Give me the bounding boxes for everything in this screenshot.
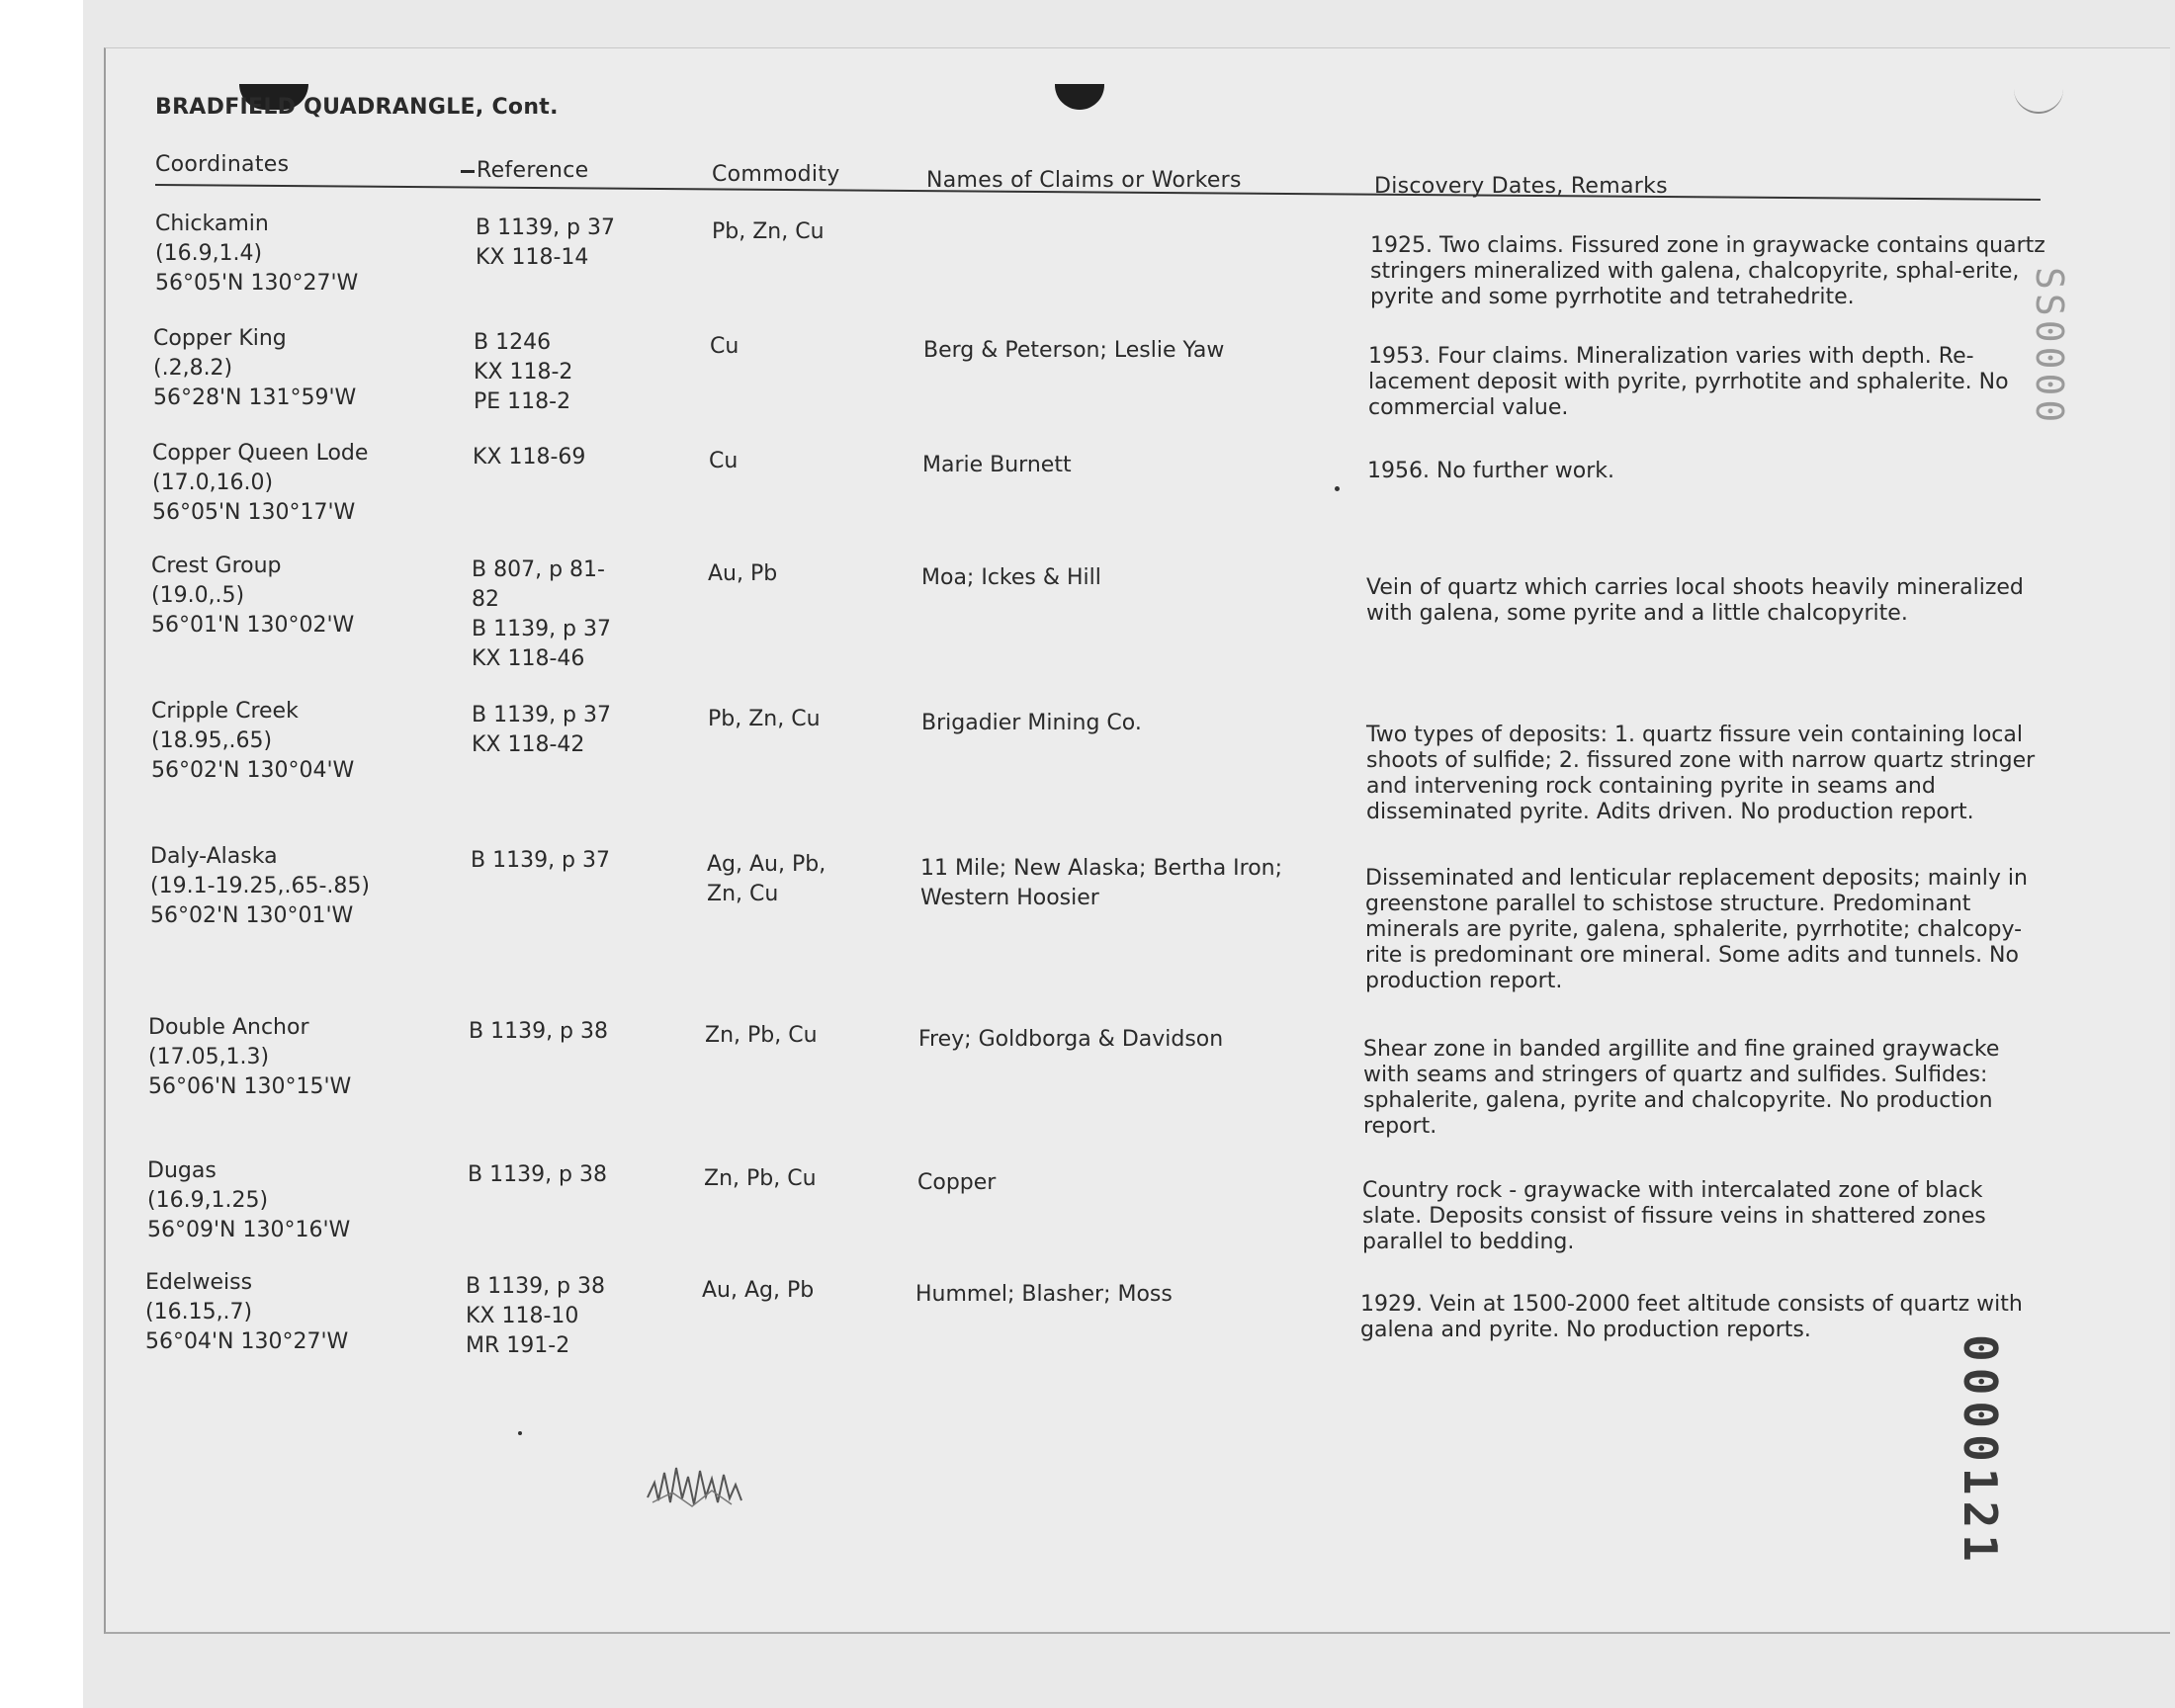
- entry-coordinates-line: (.2,8.2): [153, 356, 233, 381]
- entry-names-line: 11 Mile; New Alaska; Bertha Iron;: [920, 856, 1283, 881]
- entry-reference-line: B 1139, p 38: [468, 1162, 608, 1187]
- entry-coordinates-line: Chickamin: [155, 212, 269, 236]
- entry-commodity-line: Zn, Cu: [707, 882, 779, 906]
- entry-reference: [471, 846, 610, 876]
- entry-coordinates-line: (18.95,.65): [151, 728, 273, 753]
- entry-reference-line: B 1139, p 37: [471, 848, 611, 873]
- column-header-coordinates: Coordinates: [155, 152, 290, 177]
- entry-remarks: Vein of quartz which carries local shoots heavily mineralized with galena, some pyrite and a little chalcopyrite.: [1366, 575, 2024, 626]
- entry-names: [921, 709, 1142, 738]
- entry-coordinates: [153, 324, 356, 413]
- entry-coordinates: [147, 1156, 350, 1245]
- speck: [518, 1431, 522, 1435]
- entry-coordinates-line: 56°28'N 131°59'W: [153, 385, 357, 410]
- entry-names-line: Marie Burnett: [922, 453, 1072, 477]
- entry-reference: [473, 443, 585, 472]
- entry-commodity: [709, 447, 738, 476]
- entry-coordinates-line: (19.0,.5): [151, 583, 245, 608]
- entry-names-line: Western Hoosier: [920, 886, 1099, 910]
- entry-reference-line: B 1139, p 38: [469, 1019, 609, 1044]
- entry-reference-line: KX 118-10: [466, 1304, 579, 1328]
- speck: [1335, 486, 1340, 491]
- entry-coordinates-line: Dugas: [147, 1158, 217, 1183]
- entry-reference-line: KX 118-46: [472, 646, 585, 671]
- entry-reference-line: 82: [472, 587, 499, 612]
- entry-commodity: [710, 332, 739, 362]
- entry-coordinates-line: Crest Group: [151, 554, 282, 578]
- entry-remarks: 1956. No further work.: [1367, 459, 1614, 483]
- entry-names-line: Frey; Goldborga & Davidson: [918, 1027, 1224, 1052]
- entry-reference: [472, 555, 611, 674]
- entry-reference-line: B 1139, p 37: [472, 617, 612, 641]
- entry-coordinates-line: (16.9,1.4): [155, 241, 263, 266]
- entry-coordinates: [150, 842, 370, 931]
- column-header-remarks: Discovery Dates, Remarks: [1374, 174, 1668, 199]
- entry-coordinates-line: 56°02'N 130°04'W: [151, 758, 355, 783]
- entry-coordinates: [145, 1268, 348, 1357]
- entry-remarks: Country rock - graywacke with intercalated zone of black slate. Deposits consist of fissure veins in shattered zones parallel to bedding.: [1362, 1178, 1986, 1254]
- entry-reference: [474, 328, 572, 417]
- entry-coordinates-line: (17.05,1.3): [148, 1045, 270, 1069]
- entry-commodity-line: Zn, Pb, Cu: [705, 1023, 818, 1048]
- entry-reference: [476, 214, 615, 273]
- entry-coordinates-line: 56°01'N 130°02'W: [151, 613, 355, 638]
- entry-reference: [469, 1017, 608, 1047]
- entry-remarks: 1953. Four claims. Mineralization varies with depth. Re-lacement deposit with pyrite, pyrrhotite and sphalerite. No commercial value.: [1368, 344, 2009, 420]
- entry-remarks: Shear zone in banded argillite and fine grained graywacke with seams and stringers of quartz and sulfides. Sulfides: sphalerite, galena, pyrite and chalcopyrite. No production report.: [1363, 1037, 2000, 1139]
- entry-coordinates: [152, 439, 368, 528]
- entry-commodity-line: Au, Ag, Pb: [702, 1278, 815, 1303]
- entry-names: [921, 563, 1101, 593]
- entry-commodity: [712, 217, 825, 247]
- entry-remarks: Disseminated and lenticular replacement deposits; mainly in greenstone parallel to schistose structure. Predominant minerals are pyrite, galena, sphalerite, pyrrhotite; chalcopy-rite is predominant ore mineral. Some adits and tunnels. No production report.: [1365, 866, 2028, 993]
- entry-names: [922, 451, 1072, 480]
- faint-stamp: SS0000: [2028, 267, 2071, 427]
- entry-remarks: 1925. Two claims. Fissured zone in graywacke contains quartz stringers mineralized with galena, chalcopyrite, sphal-erite, pyrite and some pyrrhotite and tetrahedrite.: [1370, 233, 2045, 309]
- entry-names: [923, 336, 1224, 366]
- scribble-mark: [643, 1453, 761, 1512]
- entry-commodity: [705, 1021, 818, 1051]
- entry-names: [917, 1168, 996, 1198]
- entry-coordinates: [155, 210, 358, 299]
- entry-commodity: [702, 1276, 814, 1306]
- entry-reference-line: KX 118-2: [474, 360, 573, 384]
- punch-hole: [1055, 84, 1104, 110]
- column-header-names: Names of Claims or Workers: [926, 168, 1242, 193]
- entry-names-line: Copper: [917, 1170, 997, 1195]
- entry-remarks: Two types of deposits: 1. quartz fissure vein containing local shoots of sulfide; 2. fissured zone with narrow quartz stringer and intervening rock containing pyrite in seams and disseminated pyrite. Adits driven. No production report.: [1366, 723, 2036, 824]
- entry-coordinates-line: 56°05'N 130°27'W: [155, 271, 359, 296]
- entry-reference-line: MR 191-2: [466, 1333, 570, 1358]
- entry-coordinates: [148, 1013, 351, 1102]
- entry-reference-line: B 1246: [474, 330, 552, 355]
- entry-names: [920, 854, 1282, 913]
- entry-commodity-line: Au, Pb: [708, 561, 778, 586]
- entry-reference: [466, 1272, 605, 1361]
- entry-coordinates-line: Cripple Creek: [151, 699, 299, 724]
- entry-names-line: Brigadier Mining Co.: [921, 711, 1142, 735]
- entry-commodity-line: Cu: [709, 449, 739, 473]
- entry-coordinates-line: Copper King: [153, 326, 287, 351]
- entry-commodity-line: Ag, Au, Pb,: [707, 852, 826, 877]
- entry-reference-line: B 1139, p 38: [466, 1274, 606, 1299]
- entry-commodity: [704, 1164, 817, 1194]
- entry-names-line: Berg & Peterson; Leslie Yaw: [923, 338, 1225, 363]
- entry-reference-line: B 807, p 81-: [472, 557, 605, 582]
- entry-coordinates: [151, 552, 354, 640]
- column-header-reference-label: Reference: [477, 158, 589, 183]
- scan-mark: [2014, 88, 2063, 114]
- entry-names-line: Hummel; Blasher; Moss: [915, 1282, 1173, 1307]
- entry-coordinates-line: Double Anchor: [148, 1015, 309, 1040]
- entry-remarks: 1929. Vein at 1500-2000 feet altitude consists of quartz with galena and pyrite. No production reports.: [1360, 1292, 2023, 1342]
- entry-commodity-line: Pb, Zn, Cu: [712, 219, 825, 244]
- entry-reference: [468, 1160, 607, 1190]
- entry-commodity: [708, 559, 777, 589]
- entry-coordinates-line: (16.9,1.25): [147, 1188, 269, 1213]
- page-title: BRADFIELD QUADRANGLE, Cont.: [155, 95, 559, 120]
- entry-names: [915, 1280, 1173, 1310]
- entry-coordinates-line: 56°02'N 130°01'W: [150, 903, 354, 928]
- entry-commodity-line: Zn, Pb, Cu: [704, 1166, 817, 1191]
- entry-coordinates-line: 56°06'N 130°15'W: [148, 1074, 352, 1099]
- entry-coordinates-line: (19.1-19.25,.65-.85): [150, 874, 370, 898]
- entry-coordinates: [151, 697, 354, 786]
- entry-coordinates-line: Daly-Alaska: [150, 844, 278, 869]
- entry-coordinates-line: (16.15,.7): [145, 1300, 253, 1324]
- entry-reference-line: B 1139, p 37: [472, 703, 612, 727]
- entry-reference: [472, 701, 611, 760]
- entry-coordinates-line: Copper Queen Lode: [152, 441, 369, 466]
- entry-reference-line: B 1139, p 37: [476, 215, 616, 240]
- entry-names: [918, 1025, 1223, 1055]
- entry-coordinates-line: 56°05'N 130°17'W: [152, 500, 356, 525]
- entry-reference-line: KX 118-69: [473, 445, 586, 470]
- entry-coordinates-line: Edelweiss: [145, 1270, 253, 1295]
- entry-coordinates-line: 56°04'N 130°27'W: [145, 1329, 349, 1354]
- page-stamp-number: 0000121: [1954, 1334, 2007, 1568]
- column-header-reference: [461, 158, 588, 183]
- entry-coordinates-line: (17.0,16.0): [152, 470, 274, 495]
- entry-commodity-line: Pb, Zn, Cu: [708, 707, 821, 731]
- entry-reference-line: PE 118-2: [474, 389, 571, 414]
- entry-names-line: Moa; Ickes & Hill: [921, 565, 1101, 590]
- entry-commodity: [708, 705, 821, 734]
- entry-reference-line: KX 118-14: [476, 245, 589, 270]
- entry-reference-line: KX 118-42: [472, 732, 585, 757]
- column-header-commodity: Commodity: [712, 162, 840, 187]
- header-mark: [461, 170, 475, 173]
- entry-commodity: [707, 850, 826, 909]
- entry-coordinates-line: 56°09'N 130°16'W: [147, 1218, 351, 1242]
- entry-commodity-line: Cu: [710, 334, 740, 359]
